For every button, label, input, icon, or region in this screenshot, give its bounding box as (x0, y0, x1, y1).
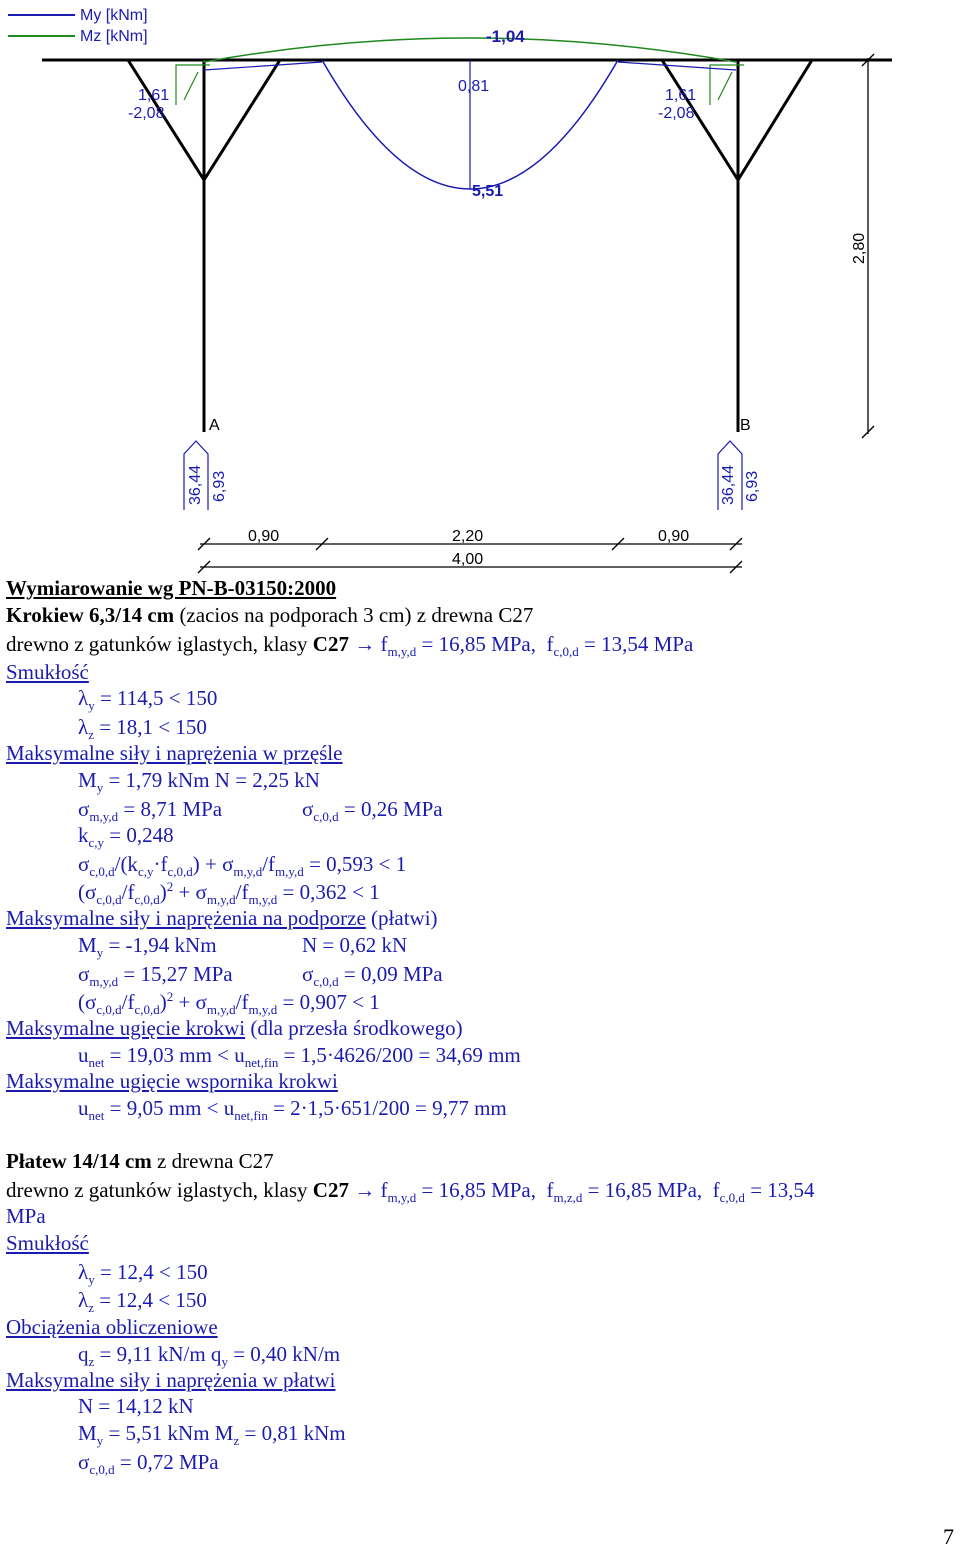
sigma-line-2: $\sigma_{m,y,d} = 15,27$ MPa (78, 962, 233, 990)
section-title: Wymiarowanie wg PN-B-03150:2000 (6, 576, 337, 600)
deflection-2: $u_{net} = 9,05$ mm < $u_{net,fin} = 2\cdot 1,5\cdot 651/200 = 9,77$ mm (78, 1096, 507, 1124)
label-right-lower: -2,08 (658, 105, 695, 122)
platew-sigma: $\sigma_{c,0,d} = 0,72$ MPa (78, 1450, 219, 1478)
check-3: $(\sigma_{c,0,d}/f_{c,0,d})^2 + \sigma_{m,y,d}/f_{m,y,d} = 0,907 < 1$ (78, 989, 380, 1018)
lambda-y-2: $\lambda_y = 12,4 < 150$ (78, 1260, 208, 1288)
brace-a-right (204, 60, 280, 180)
dim-middle: 2,20 (452, 528, 484, 545)
lambda-z-2: $\lambda_z = 12,4 < 150$ (78, 1288, 207, 1316)
heading-smuklosc-1: Smukłość (6, 660, 89, 684)
loads-line: $q_z = 9,11$ kN/m $q_y = 0,40$ kN/m (78, 1342, 341, 1370)
label-left-upper: 1,61 (138, 87, 170, 104)
heading-przesle: Maksymalne siły i naprężenia w przęśle (6, 741, 343, 765)
page-number: 7 (943, 1524, 954, 1549)
reaction-b-2: 6,93 (744, 470, 761, 502)
moment-diagram (0, 0, 960, 574)
label-left-lower: -2,08 (128, 105, 165, 122)
platew-material-line: drewno z gatunków iglastych, klasy $C27 \to f_{m,y,d} = 16,85$ MPa, $f_{m,z,d} = 16,85$ MPa, $f_{c,0,d} = 13,54$ (6, 1178, 815, 1206)
mz-curve (204, 38, 736, 62)
legend-mz: Mz [kNm] (80, 28, 148, 45)
label-mid-z: 0,81 (458, 78, 490, 95)
dim-right: 0,90 (658, 528, 690, 545)
dim-left: 0,90 (248, 528, 280, 545)
platew-line: Płatew 14/14 cm z drewna C27 (6, 1149, 274, 1173)
legend-my: My [kNm] (80, 7, 148, 24)
sigma-c-line-2: $\sigma_{c,0,d} = 0,09$ MPa (302, 962, 443, 990)
platew-mpa: MPa (6, 1204, 46, 1228)
reaction-a-1: 36,44 (187, 464, 204, 505)
my-n-line: $M_y = 1,79$ kNm N = 2,25 kN (78, 768, 320, 796)
platew-n: N = 14,12 kN (78, 1394, 194, 1418)
kcy-line: $k_{c,y} = 0,248$ (78, 823, 174, 851)
my-line-2: $M_y = -1,94$ kNm (78, 933, 217, 961)
dim-total: 4,00 (452, 551, 484, 568)
sigma-line-1: $\sigma_{m,y,d} = 8,71$ MPa (78, 797, 223, 825)
label-mid-bottom: 5,51 (472, 183, 504, 200)
lambda-z-1: $\lambda_z = 18,1 < 150$ (78, 715, 207, 743)
reaction-b-1: 36,44 (720, 464, 737, 505)
sigma-c-line-1: $\sigma_{c,0,d} = 0,26$ MPa (302, 797, 443, 825)
krokiew-material-line: drewno z gatunków iglastych, klasy $C27 \to f_{m,y,d} = 16,85$ MPa, $f_{c,0,d} = 13,54$ MPa (6, 632, 694, 660)
lambda-y-1: $\lambda_y = 114,5 < 150$ (78, 686, 218, 714)
deflection-1: $u_{net} = 19,03$ mm < $u_{net,fin} = 1,5\cdot 4626/200 = 34,69$ mm (78, 1043, 521, 1071)
support-a-label: A (209, 417, 220, 434)
label-right-upper: 1,61 (665, 87, 697, 104)
heading-wspornik: Maksymalne ugięcie wspornika krokwi (6, 1069, 338, 1093)
check-2: $(\sigma_{c,0,d}/f_{c,0,d})^2 + \sigma_{m,y,d}/f_{m,y,d} = 0,362 < 1$ (78, 879, 380, 908)
heading-obciazenia: Obciążenia obliczeniowe (6, 1315, 218, 1339)
support-b-label: B (740, 417, 751, 434)
heading-smuklosc-2: Smukłość (6, 1231, 89, 1255)
brace-b-right (738, 60, 812, 180)
n-line-2: N = 0,62 kN (302, 933, 408, 957)
reaction-arrows (184, 441, 742, 510)
frame (42, 60, 892, 432)
heading-ugiecie: Maksymalne ugięcie krokwi (dla przesła środkowego) (6, 1016, 463, 1040)
height-label: 2,80 (851, 232, 868, 264)
heading-podpora: Maksymalne siły i naprężenia na podporze (płatwi) (6, 906, 438, 930)
heading-sily-platew: Maksymalne siły i naprężenia w płatwi (6, 1368, 336, 1392)
check-1: $\sigma_{c,0,d}/(k_{c,y}\cdot f_{c,0,d}) + \sigma_{m,y,d}/f_{m,y,d} = 0,593 < 1$ (78, 852, 407, 880)
krokiew-line: Krokiew 6,3/14 cm (zacios na podporach 3 cm) z drewna C27 (6, 603, 534, 627)
platew-moments: $M_y = 5,51$ kNm $M_z = 0,81$ kNm (78, 1421, 346, 1449)
label-mid-top: -1,04 (486, 27, 525, 46)
reaction-a-2: 6,93 (211, 470, 228, 502)
